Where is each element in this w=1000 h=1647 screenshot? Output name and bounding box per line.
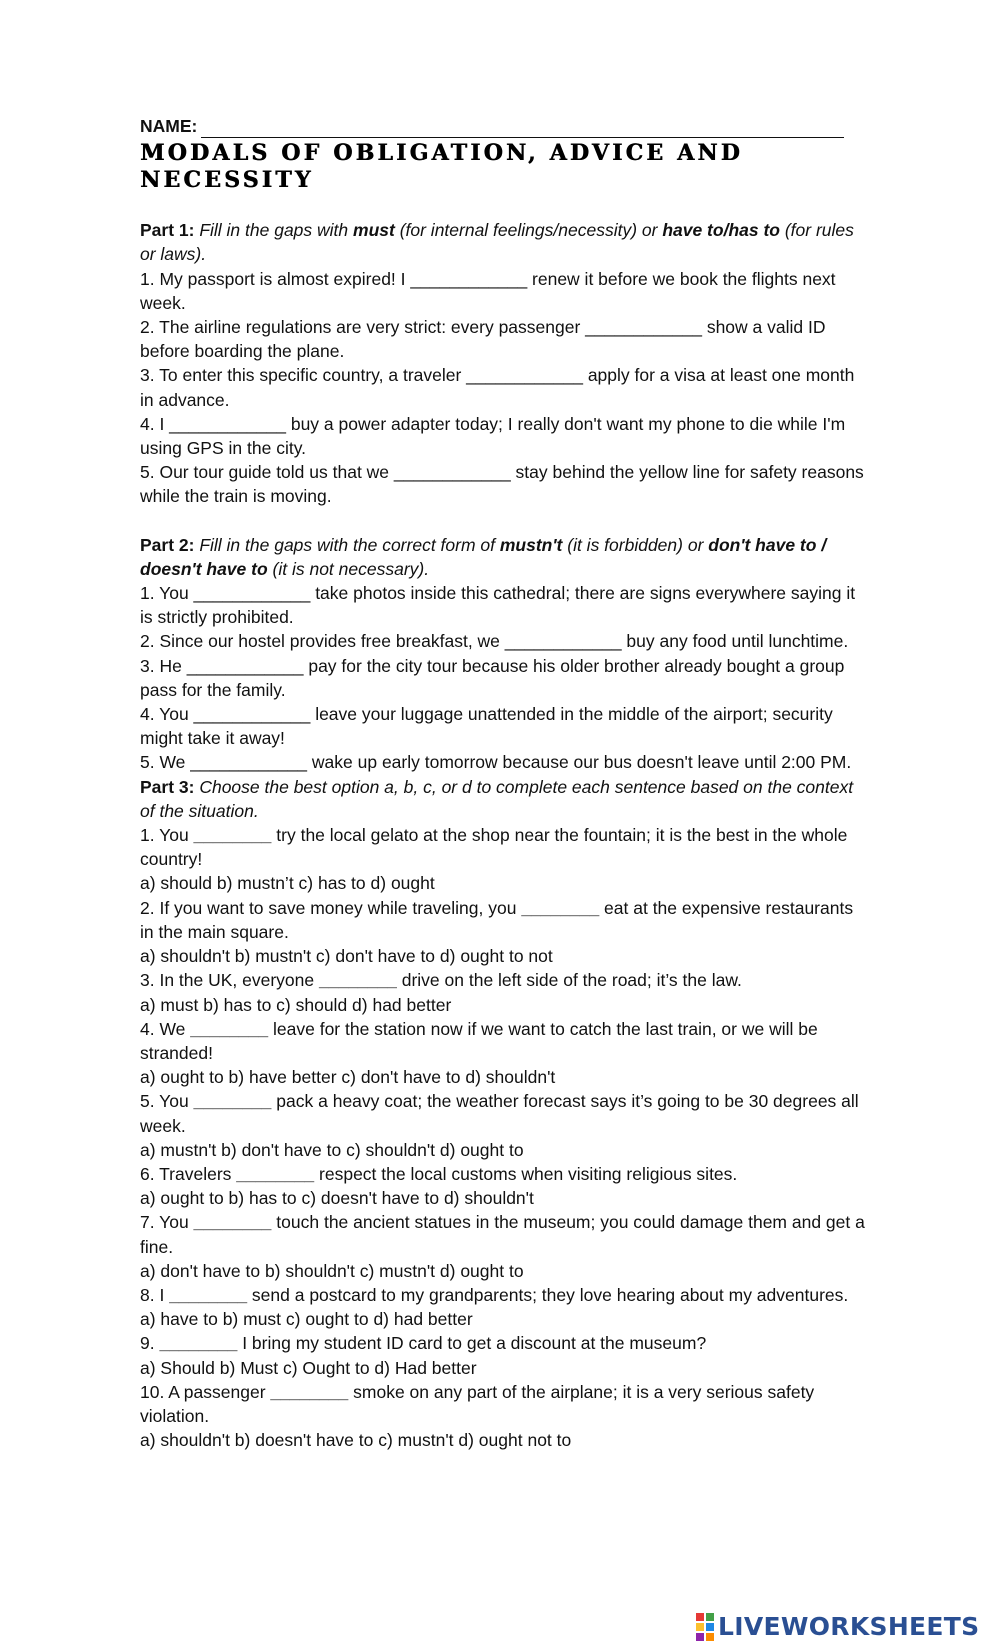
part-3-question: 1. You ________ try the local gelato at the shop near the fountain; it is the best in the whole country! [140,825,848,870]
part-3-question: 9. ________ I bring my student ID card to get a discount at the museum? [140,1333,707,1354]
part-2-question: 2. Since our hostel provides free breakfast, we ____________ buy any food until lunchtime. [140,631,849,652]
part-1-question: 2. The airline regulations are very strict: every passenger ____________ show a valid ID before boarding the plane. [140,317,826,362]
title-line-1: MODALS OF OBLIGATION, ADVICE AND [140,140,743,167]
logo-mark-square [706,1633,714,1641]
part-1-question: 1. My passport is almost expired! I ____________ renew it before we book the flights next week. [140,268,836,313]
logo-mark-square [696,1623,704,1631]
answer-blank[interactable]: ________ [193,1091,272,1112]
answer-blank[interactable]: ________ [270,1381,349,1402]
part-2-question: 5. We ____________ wake up early tomorrow because our bus doesn't leave until 2:00 PM. [140,752,852,773]
part-3-question: 4. We ________ leave for the station now if we want to catch the last train, or we will be stranded! [140,1018,818,1063]
part-3-question: 7. You ________ touch the ancient statues in the museum; you could damage them and get a fine. [140,1212,865,1257]
part-3-options: a) should b) mustn’t c) has to d) ought [140,873,435,894]
answer-blank[interactable]: ________ [319,970,397,991]
part-3-question: 6. Travelers ________ respect the local customs when visiting religious sites. [140,1163,738,1184]
part-3-options: a) mustn't b) don't have to c) shouldn't d) ought to [140,1139,524,1160]
part-2 [140,533,870,775]
part-1-question: 4. I ____________ buy a power adapter today; I really don't want my phone to die while I'm using GPS in the city. [140,413,846,459]
part-3-options: a) don't have to b) shouldn't c) mustn't d) ought to [140,1260,524,1281]
part-3-options: a) ought to b) have better c) don't have to d) shouldn't [140,1067,556,1088]
part-3-question: 5. You ________ pack a heavy coat; the weather forecast says it’s going to be 30 degrees all week. [140,1091,859,1136]
answer-blank[interactable]: ________ [193,1212,272,1233]
name-input-line[interactable] [201,123,844,138]
answer-blank[interactable]: ________ [236,1163,315,1184]
logo-mark-square [706,1623,714,1631]
part-3-options: a) must b) has to c) should d) had better [140,994,452,1015]
worksheet-content [140,114,870,1452]
part-3-question: 3. In the UK, everyone ________ drive on the left side of the road; it’s the law. [140,970,742,991]
part-3-options: a) Should b) Must c) Ought to d) Had better [140,1357,477,1378]
answer-blank[interactable]: ________ [169,1284,248,1305]
logo-mark-square [706,1613,714,1621]
answer-blank[interactable]: ________ [193,825,272,846]
logo-mark-square [696,1613,704,1621]
logo-mark-square [696,1633,704,1641]
part-3-options: a) shouldn't b) mustn't c) don't have to d) ought to not [140,946,553,967]
name-field [140,114,870,138]
part-3-options: a) ought to b) has to c) doesn't have to d) shouldn't [140,1188,534,1209]
part-3 [140,775,870,1453]
answer-blank[interactable]: ________ [159,1333,238,1354]
liveworksheets-logo-icon [696,1613,714,1641]
part-2-instructions: Part 2: Fill in the gaps with the correct form of mustn't (it is forbidden) or don't have to / doesn't have to (it is not necessary). [140,534,827,579]
part-3-options: a) shouldn't b) doesn't have to c) mustn't d) ought not to [140,1430,572,1451]
part-2-question: 3. He ____________ pay for the city tour because his older brother already bought a group pass for the family. [140,655,845,700]
name-label: NAME: [140,116,198,136]
title-line-2: NECESSITY [140,167,314,194]
part-1-question: 3. To enter this specific country, a traveler ____________ apply for a visa at least one month in advance. [140,365,855,410]
worksheet-title [140,140,870,194]
part-3-instructions: Part 3: Choose the best option a, b, c, or d to complete each sentence based on the context of the situation. [140,776,854,821]
part-3-question: 8. I ________ send a postcard to my grandparents; they love hearing about my adventures. [140,1284,849,1305]
part-1-instructions: Part 1: Fill in the gaps with must (for internal feelings/necessity) or have to/has to (for rules or laws). [140,220,854,265]
part-2-question: 4. You ____________ leave your luggage unattended in the middle of the airport; security might take it away! [140,704,833,749]
part-2-question: 1. You ____________ take photos inside this cathedral; there are signs everywhere saying it is strictly prohibited. [140,583,856,628]
answer-blank[interactable]: ________ [521,897,600,918]
answer-blank[interactable]: ________ [190,1018,269,1039]
liveworksheets-logo [696,1612,979,1641]
part-3-question: 2. If you want to save money while traveling, you ________ eat at the expensive restaurants in the main square. [140,897,854,942]
part-3-options: a) have to b) must c) ought to d) had better [140,1309,473,1330]
part-1-question: 5. Our tour guide told us that we ____________ stay behind the yellow line for safety reasons while the train is moving. [140,462,864,507]
part-1 [140,218,870,508]
logo-text: LIVEWORKSHEETS [718,1612,980,1641]
part-3-question: 10. A passenger ________ smoke on any part of the airplane; it is a very serious safety violation. [140,1381,815,1426]
